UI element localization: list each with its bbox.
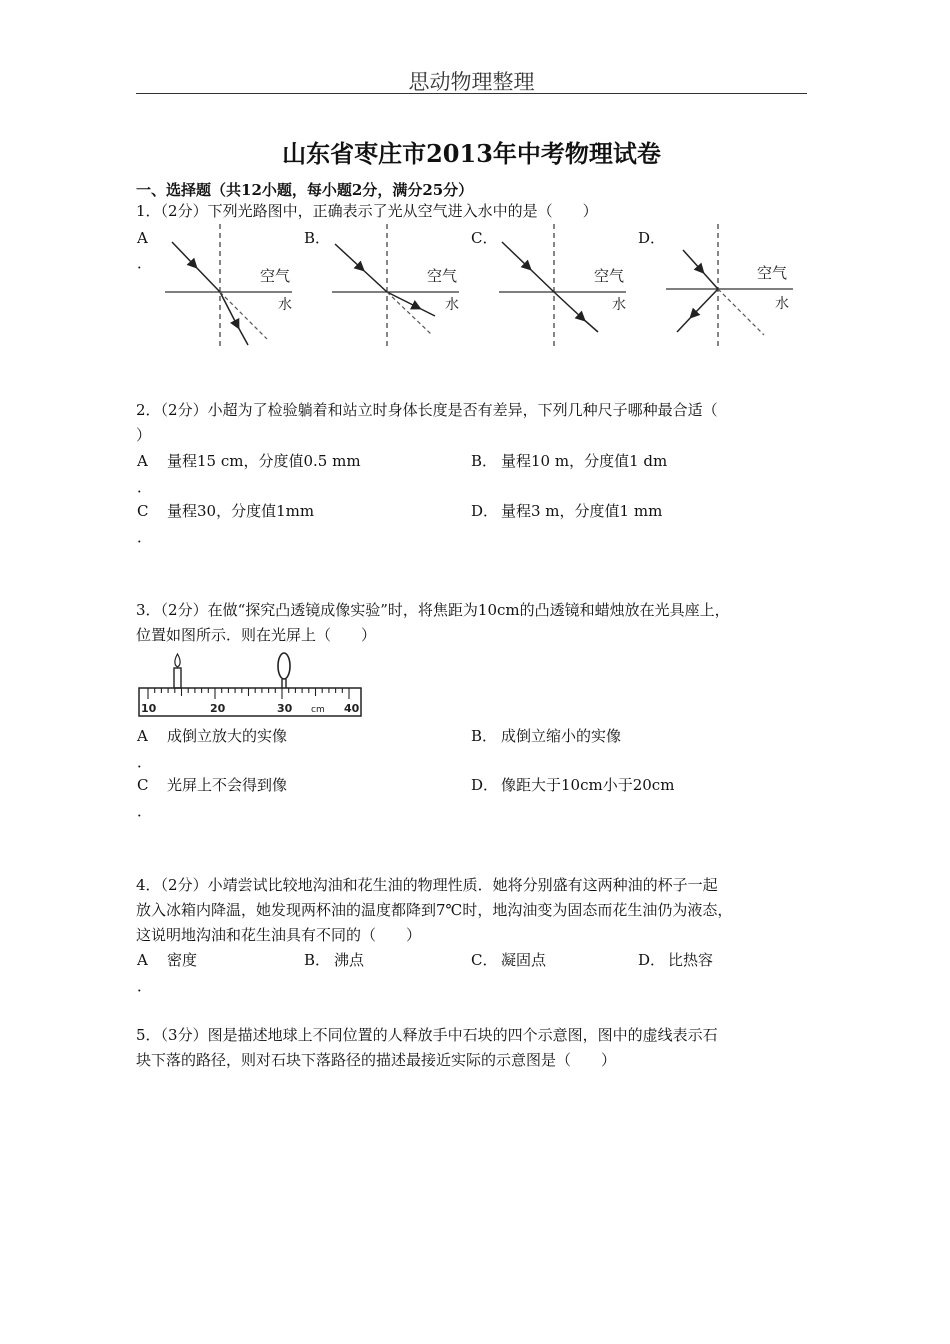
q2-option-d-text: 量程3 m，分度值1 mm	[501, 502, 663, 520]
q1-diagram-c	[494, 222, 634, 350]
q4-option-d-text: 比热容	[668, 951, 714, 969]
q2-option-a-text: 量程15 cm，分度值0.5 mm	[167, 452, 361, 470]
q4-stem-line2: 放入冰箱内降温，她发现两杯油的温度都降到7℃时，地沟油变为固态而花生油仍为液态，	[136, 901, 733, 919]
q2-option-c-label: C	[137, 502, 149, 520]
refracted-ray	[693, 289, 718, 315]
q4-option-b-label: B．	[304, 951, 331, 969]
q3-stem-line1: 3．（2分）在做“探究凸透镜成像实验”时，将焦距为10cm的凸透镜和蜡烛放在光具座上，	[136, 601, 730, 619]
ruler-body	[139, 688, 361, 716]
tick-label-10: 10	[141, 702, 157, 715]
q2-stem-line2: ）	[136, 426, 152, 444]
q1-option-c-label: C．	[471, 229, 498, 247]
water-label: 水	[278, 297, 292, 313]
q5-stem-line1: 5．（3分）图是描述地球上不同位置的人释放手中石块的四个示意图，图中的虚线表示石	[136, 1026, 718, 1044]
air-label: 空气	[757, 264, 788, 282]
convex-lens	[278, 653, 290, 679]
water-label: 水	[445, 297, 459, 313]
air-label: 空气	[260, 267, 291, 285]
air-label: 空气	[427, 267, 458, 285]
q2-stem-line1: 2．（2分）小超为了检验躺着和站立时身体长度是否有差异，下列几种尺子哪种最合适（	[136, 401, 718, 419]
q4-option-c-text: 凝固点	[501, 951, 547, 969]
q3-option-b-label: B．	[471, 727, 498, 745]
q1-option-a-dot: ．	[137, 254, 153, 272]
refracted-ray	[554, 292, 582, 318]
q4-option-d-label: D．	[638, 951, 666, 969]
q1-stem: 1．（2分）下列光路图中，正确表示了光从空气进入水中的是（ ）	[136, 202, 598, 220]
q3-option-c-text: 光屏上不会得到像	[167, 776, 288, 794]
extension-line	[220, 292, 267, 339]
incident-ray	[172, 242, 194, 265]
candle-flame	[175, 654, 180, 667]
refracted-ray	[387, 292, 417, 307]
incident-ray	[683, 250, 701, 270]
q2-option-d-label: D．	[471, 502, 499, 520]
q3-option-c-dot: ．	[137, 802, 153, 820]
q2-option-b-label: B．	[471, 452, 498, 470]
q1-diagram-a	[160, 222, 300, 350]
q3-option-d-label: D．	[471, 776, 499, 794]
incident-ray	[335, 244, 361, 268]
section-heading: 一、选择题（共12小题，每小题2分，满分25分）	[136, 181, 474, 199]
incident-ray	[502, 242, 528, 267]
q4-stem-line1: 4．（2分）小靖尝试比较地沟油和花生油的物理性质．她将分别盛有这两种油的杯子一起	[136, 876, 718, 894]
q1-diagram-b	[327, 222, 467, 350]
q1-option-a-label: A	[137, 229, 148, 247]
exam-title: 山东省枣庄市2013年中考物理试卷	[282, 139, 661, 168]
header-rule	[136, 93, 807, 94]
q4-option-a-text: 密度	[167, 951, 198, 969]
candle	[174, 668, 181, 688]
refracted-ray	[220, 292, 237, 325]
q3-option-c-label: C	[137, 776, 149, 794]
q2-option-c-dot: ．	[137, 528, 153, 546]
q1-option-d-label: D．	[638, 229, 666, 247]
q1-option-b-label: B．	[304, 229, 331, 247]
tick-label-20: 20	[210, 702, 226, 715]
q2-option-a-label: A	[137, 452, 148, 470]
q1-diagram-d	[661, 222, 801, 350]
air-label: 空气	[594, 267, 625, 285]
q2-option-b-text: 量程10 m，分度值1 dm	[501, 452, 668, 470]
q4-option-b-text: 沸点	[334, 951, 365, 969]
q2-option-a-dot: ．	[137, 478, 153, 496]
q3-option-b-text: 成倒立缩小的实像	[501, 727, 622, 745]
q5-stem-line2: 块下落的路径，则对石块下落路径的描述最接近实际的示意图是（ ）	[136, 1051, 617, 1069]
q4-option-a-label: A	[137, 951, 148, 969]
q4-stem-line3: 这说明地沟油和花生油具有不同的（ ）	[136, 926, 422, 944]
q4-option-a-dot: ．	[137, 977, 153, 995]
q4-option-c-label: C．	[471, 951, 498, 969]
q3-option-a-dot: ．	[137, 753, 153, 771]
extension-line	[718, 289, 764, 335]
tick-label-40: 40	[344, 702, 360, 715]
optical-bench-ruler	[136, 648, 370, 720]
q3-option-a-text: 成倒立放大的实像	[167, 727, 288, 745]
q3-option-a-label: A	[137, 727, 148, 745]
q3-option-d-text: 像距大于10cm小于20cm	[501, 776, 675, 794]
q2-option-c-text: 量程30，分度值1mm	[167, 502, 315, 520]
q3-stem-line2: 位置如图所示．则在光屏上（ ）	[136, 626, 377, 644]
water-label: 水	[612, 297, 626, 313]
page-header: 思动物理整理	[408, 70, 535, 94]
extension-line	[387, 292, 431, 334]
ruler-unit: cm	[311, 705, 325, 715]
water-label: 水	[775, 296, 789, 312]
ruler-ticks	[148, 688, 349, 699]
tick-label-30: 30	[277, 702, 293, 715]
